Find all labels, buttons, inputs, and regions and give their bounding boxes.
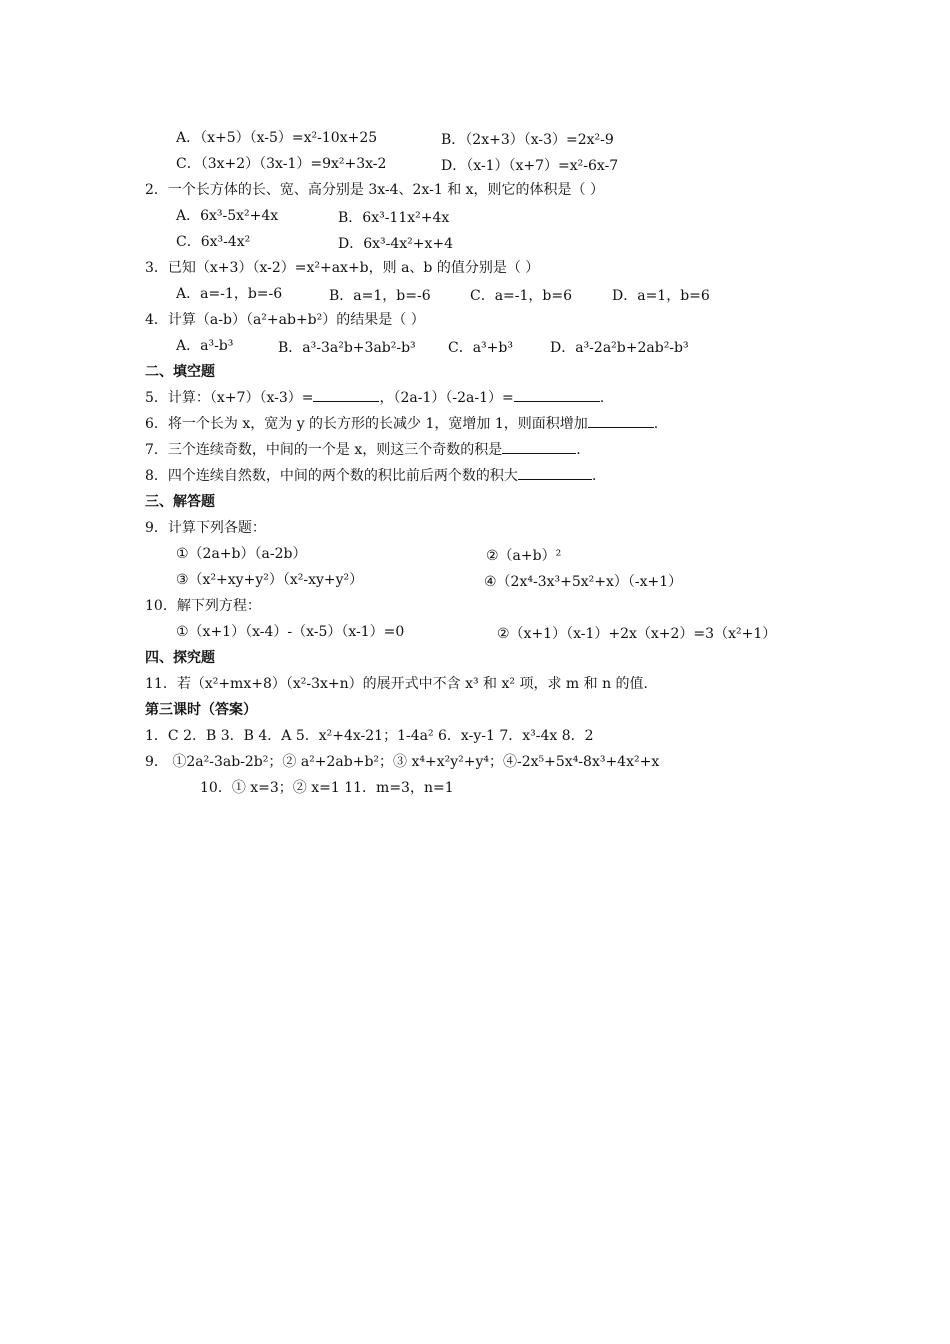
q5-blank-2[interactable] xyxy=(514,389,600,402)
q6-text: 6．将一个长为 x，宽为 y 的长方形的长减少 1，宽增加 1，则面积增加 xyxy=(145,416,588,432)
q5-part-a: 5．计算：（x+7）（x-3）= xyxy=(145,390,314,406)
q6-end: . xyxy=(653,416,659,432)
q4-option-a: A．a³-b³ xyxy=(176,338,234,354)
section-solve-title: 三、解答题 xyxy=(145,494,215,510)
q8-line xyxy=(145,467,596,485)
q9-part-2: ②（a+b）² xyxy=(486,548,562,564)
q1-option-c: C．（3x+2）（3x-1）=9x²+3x-2 xyxy=(176,156,387,172)
q10-stem: 10．解下列方程： xyxy=(145,598,261,614)
q6-line xyxy=(145,415,658,433)
q5-part-b: ，（2a-1）（-2a-1）= xyxy=(379,390,514,406)
q9-stem: 9．计算下列各题： xyxy=(145,520,266,536)
q8-text: 8．四个连续自然数，中间的两个数的积比前后两个数的积大 xyxy=(145,468,518,484)
q8-blank[interactable] xyxy=(518,467,592,480)
q4-option-c: C．a³+b³ xyxy=(448,340,513,356)
q7-line xyxy=(145,441,581,459)
q3-option-d: D．a=1，b=6 xyxy=(612,288,710,304)
q1-option-a: A．（x+5）（x-5）=x²-10x+25 xyxy=(176,130,378,146)
q2-option-a: A．6x³-5x²+4x xyxy=(176,208,279,224)
q1-option-b: B．（2x+3）（x-3）=2x²-9 xyxy=(441,132,614,148)
q2-stem: 2．一个长方体的长、宽、高分别是 3x-4、2x-1 和 x，则它的体积是（ ） xyxy=(145,182,604,198)
q7-blank[interactable] xyxy=(502,441,576,454)
q11-text: 11．若（x²+mx+8）（x²-3x+n）的展开式中不含 x³ 和 x² 项，求 m 和 n 的值. xyxy=(145,676,649,692)
q2-option-b: B．6x³-11x²+4x xyxy=(338,210,450,226)
q3-stem: 3．已知（x+3）（x-2）=x²+ax+b，则 a、b 的值分别是（ ） xyxy=(145,260,540,276)
q5-blank-1[interactable] xyxy=(313,389,379,402)
q9-part-1: ①（2a+b）（a-2b） xyxy=(176,546,307,562)
q4-option-b: B．a³-3a²b+3ab²-b³ xyxy=(278,340,416,356)
q7-end: . xyxy=(576,442,581,458)
section-fill-in-title: 二、填空题 xyxy=(145,364,215,380)
q10-part-2: ②（x+1）（x-1）+2x（x+2）=3（x²+1） xyxy=(497,626,777,642)
q1-option-d: D．（x-1）（x+7）=x²-6x-7 xyxy=(441,158,619,174)
section-explore-title: 四、探究题 xyxy=(145,650,215,666)
answers-line-1: 1．C 2．B 3．B 4．A 5．x²+4x-21；1-4a² 6．x-y-1 7．x³-4x 8．2 xyxy=(145,728,594,744)
q10-part-1: ①（x+1）（x-4）-（x-5）（x-1）=0 xyxy=(176,624,405,640)
q2-option-c: C．6x³-4x² xyxy=(176,234,251,250)
q5-end: . xyxy=(599,390,605,406)
q3-option-c: C．a=-1，b=6 xyxy=(470,288,573,304)
q9-part-3: ③（x²+xy+y²）（x²-xy+y²） xyxy=(176,572,364,588)
q4-option-d: D．a³-2a²b+2ab²-b³ xyxy=(550,340,689,356)
q6-blank[interactable] xyxy=(588,415,654,428)
q7-text: 7．三个连续奇数，中间的一个是 x，则这三个奇数的积是 xyxy=(145,442,503,458)
q4-stem: 4．计算（a-b）（a²+ab+b²）的结果是（ ） xyxy=(145,312,425,328)
q9-part-4: ④（2x⁴-3x³+5x²+x）（-x+1） xyxy=(484,574,683,590)
answers-title: 第三课时（答案） xyxy=(145,702,257,718)
q3-option-a: A．a=-1，b=-6 xyxy=(176,286,283,302)
answers-line-2: 9． ①2a²-3ab-2b²；② a²+2ab+b²；③ x⁴+x²y²+y⁴；④-2x⁵+5x⁴-8x³+4x²+x xyxy=(145,754,660,770)
q2-option-d: D．6x³-4x²+x+4 xyxy=(338,236,454,252)
answers-line-3: 10．① x=3；② x=1 11．m=3，n=1 xyxy=(200,780,454,796)
q3-option-b: B．a=1，b=-6 xyxy=(329,288,431,304)
q8-end: . xyxy=(591,468,597,484)
q5-line xyxy=(145,389,604,407)
